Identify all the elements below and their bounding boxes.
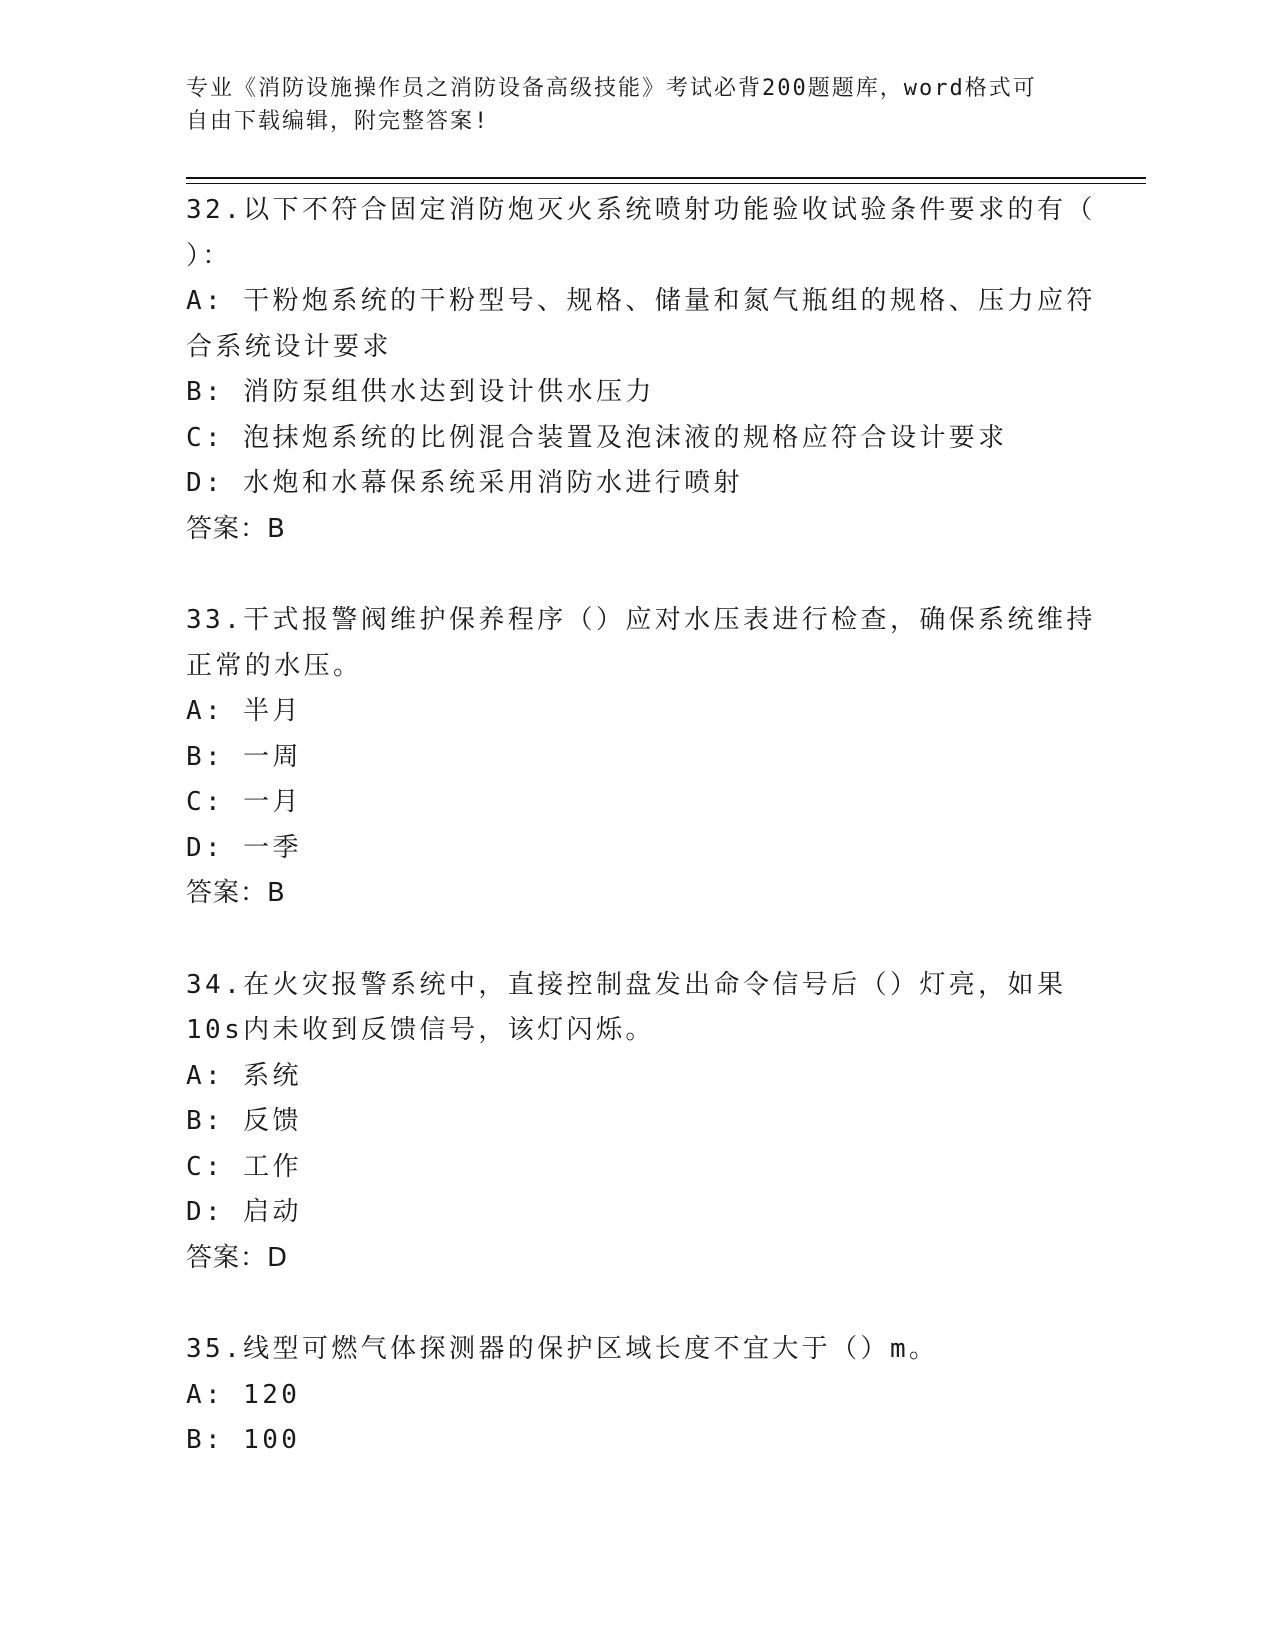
option-b: B: 100 bbox=[186, 1425, 301, 1455]
question-stem-line: 10s内未收到反馈信号，该灯闪烁。 bbox=[186, 1015, 655, 1045]
option-a: A: 120 bbox=[186, 1379, 301, 1410]
question-stem-line: 33.干式报警阀维护保养程序（）应对水压表进行检查，确保系统维持 bbox=[186, 605, 1096, 635]
option-b: B: 一周 bbox=[186, 741, 302, 772]
question-35 bbox=[186, 1327, 1066, 1464]
answer-line: 答案：D bbox=[186, 1242, 289, 1273]
header-line-1: 专业《消防设施操作员之消防设备高级技能》考试必背200题题库，word格式可 bbox=[186, 76, 1037, 101]
question-stem-line: 正常的水压。 bbox=[186, 650, 363, 681]
option-b: B: 消防泵组供水达到设计供水压力 bbox=[186, 377, 655, 407]
option-c: C: 一月 bbox=[186, 787, 302, 817]
question-33 bbox=[186, 598, 1096, 917]
answer-line: 答案：B bbox=[186, 878, 286, 908]
question-list bbox=[186, 188, 1096, 1464]
option-a-continued: 合系统设计要求 bbox=[186, 331, 392, 362]
option-d: D: 水炮和水幕保系统采用消防水进行喷射 bbox=[186, 468, 743, 498]
option-a: A: 半月 bbox=[186, 696, 302, 726]
option-a: A: 系统 bbox=[186, 1060, 302, 1091]
question-32 bbox=[186, 188, 1096, 552]
question-stem-line: ）： bbox=[186, 240, 232, 271]
header-divider-thin bbox=[186, 183, 1146, 184]
option-c: C: 工作 bbox=[186, 1151, 302, 1182]
question-stem-line: 35.线型可燃气体探测器的保护区域长度不宜大于（）m。 bbox=[186, 1334, 939, 1364]
option-a: A: 干粉炮系统的干粉型号、规格、储量和氮气瓶组的规格、压力应符 bbox=[186, 286, 1096, 316]
answer-line: 答案：B bbox=[186, 513, 286, 544]
option-c: C: 泡抹炮系统的比例混合装置及泡沫液的规格应符合设计要求 bbox=[186, 422, 1008, 453]
question-34 bbox=[186, 963, 1066, 1282]
option-d: D: 一季 bbox=[186, 832, 302, 863]
question-stem-line: 32.以下不符合固定消防炮灭火系统喷射功能验收试验条件要求的有（ bbox=[186, 195, 1096, 225]
option-b: B: 反馈 bbox=[186, 1106, 302, 1136]
option-d: D: 启动 bbox=[186, 1197, 302, 1227]
document-header bbox=[186, 72, 1066, 138]
question-stem-line: 34.在火灾报警系统中，直接控制盘发出命令信号后（）灯亮，如果 bbox=[186, 969, 1067, 1000]
header-line-2: 自由下载编辑，附完整答案! bbox=[186, 109, 490, 134]
header-divider-thick bbox=[186, 177, 1146, 179]
